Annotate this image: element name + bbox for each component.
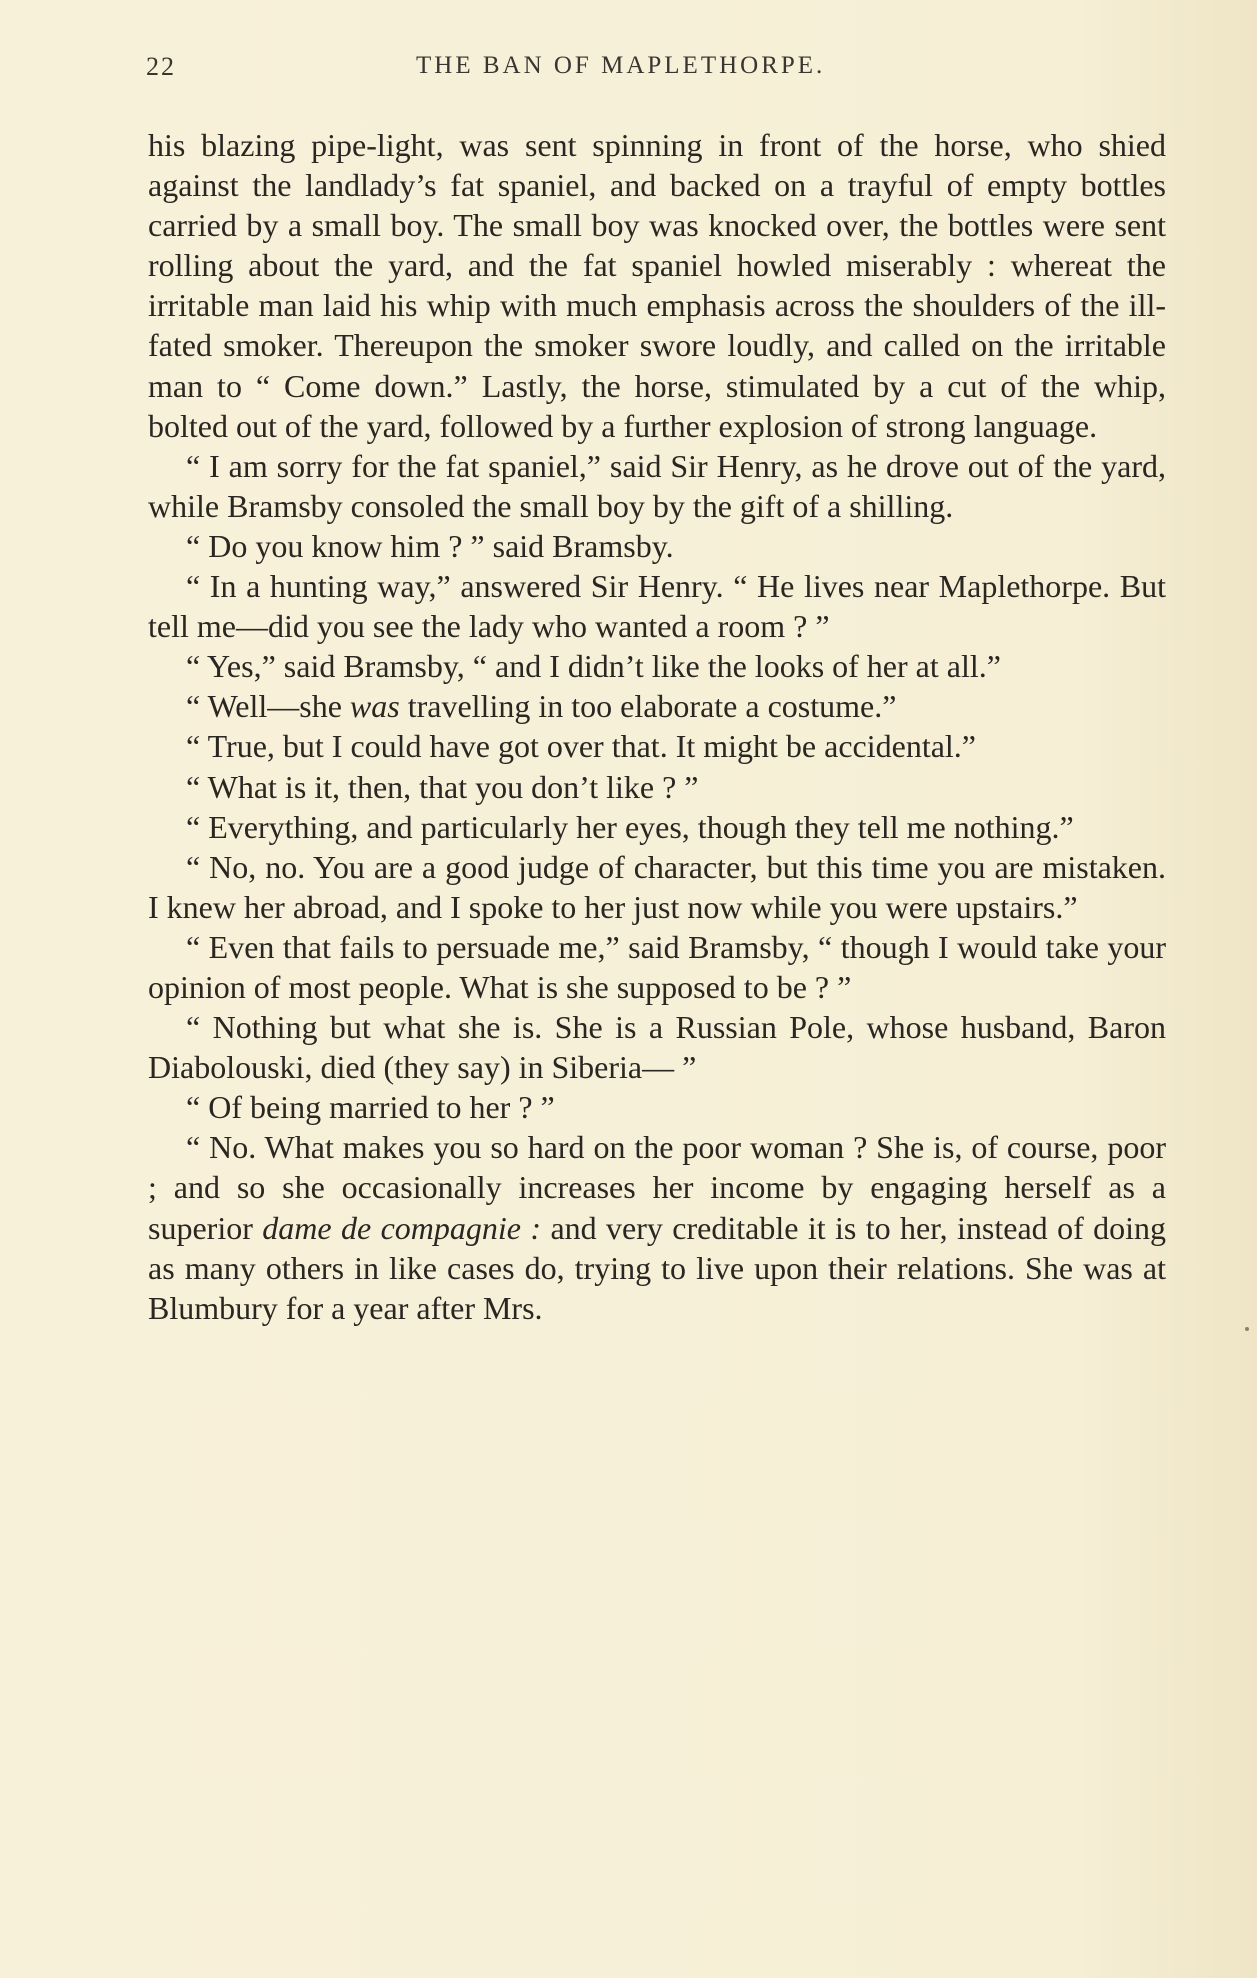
paragraph: “ Yes,” said Bramsby, “ and I didn’t like the looks of her at all.”	[186, 648, 1001, 685]
paragraph	[148, 1127, 1166, 1327]
paragraph: “ Do you know him ? ” said Bramsby.	[186, 527, 674, 564]
paragraph: “ I am sorry for the fat spaniel,” said Sir Henry, as he drove out of the yard, while Bramsby consoled the small boy by the gift of a shilling.	[148, 447, 1166, 524]
paragraph: “ Of being married to her ? ”	[186, 1089, 555, 1126]
page-header	[146, 52, 1166, 92]
paragraph: his blazing pipe-light, was sent spinning in front of the horse, who shied against the landlady’s fat spaniel, and backed on a trayful of empty bottles carried by a small boy. The small boy was knocked over, the bottles were sent rolling about the yard, and the fat spaniel howled miserably : whereat the irritable man laid his whip with much emphasis across the shoulders of the ill-fated smoker. Thereupon the smoker swore loudly, and called on the irritable man to “ Come down.” Lastly, the horse, stimulated by a cut of the whip, bolted out of the yard, followed by a further explosion of strong language.	[148, 127, 1166, 444]
emphasis: dame de compagnie :	[262, 1209, 542, 1246]
paragraph-text: “ Well—she	[186, 688, 350, 725]
paragraph: “ No, no. You are a good judge of character, but this time you are mistaken. I knew her abroad, and I spoke to her just now while you were upstairs.”	[148, 848, 1166, 925]
print-speck	[1245, 1327, 1249, 1331]
paragraph: “ What is it, then, that you don’t like ? ”	[186, 768, 699, 805]
body-text	[148, 125, 1166, 1328]
paragraph: “ True, but I could have got over that. It might be accidental.”	[186, 728, 976, 765]
paragraph: “ Everything, and particularly her eyes, though they tell me nothing.”	[186, 808, 1074, 845]
running-title: THE BAN OF MAPLETHORPE.	[416, 52, 826, 79]
paragraph: “ Nothing but what she is. She is a Russian Pole, whose husband, Baron Diabolouski, died (they say) in Siberia— ”	[148, 1009, 1166, 1086]
paragraph-text: and very creditable it is to her, instead of doing as many others in like cases do, trying to live upon their relations. She was at Blumbury for a year after Mrs.	[148, 1209, 1167, 1326]
paragraph: “ Even that fails to persuade me,” said Bramsby, “ though I would take your opinion of most people. What is she supposed to be ? ”	[148, 928, 1166, 1005]
paragraph	[148, 686, 1166, 726]
paragraph: “ In a hunting way,” answered Sir Henry. “ He lives near Maplethorpe. But tell me—did you see the lady who wanted a room ? ”	[148, 568, 1166, 645]
page-number: 22	[146, 52, 176, 81]
paragraph-text: “ No. What makes you so hard on the poor woman ? She is, of course, poor ; and so she occasionally increases her income by engaging herself as a superior	[148, 1129, 1166, 1246]
emphasis: was	[349, 688, 400, 725]
paragraph-text: travelling in too elaborate a costume.”	[399, 688, 897, 725]
